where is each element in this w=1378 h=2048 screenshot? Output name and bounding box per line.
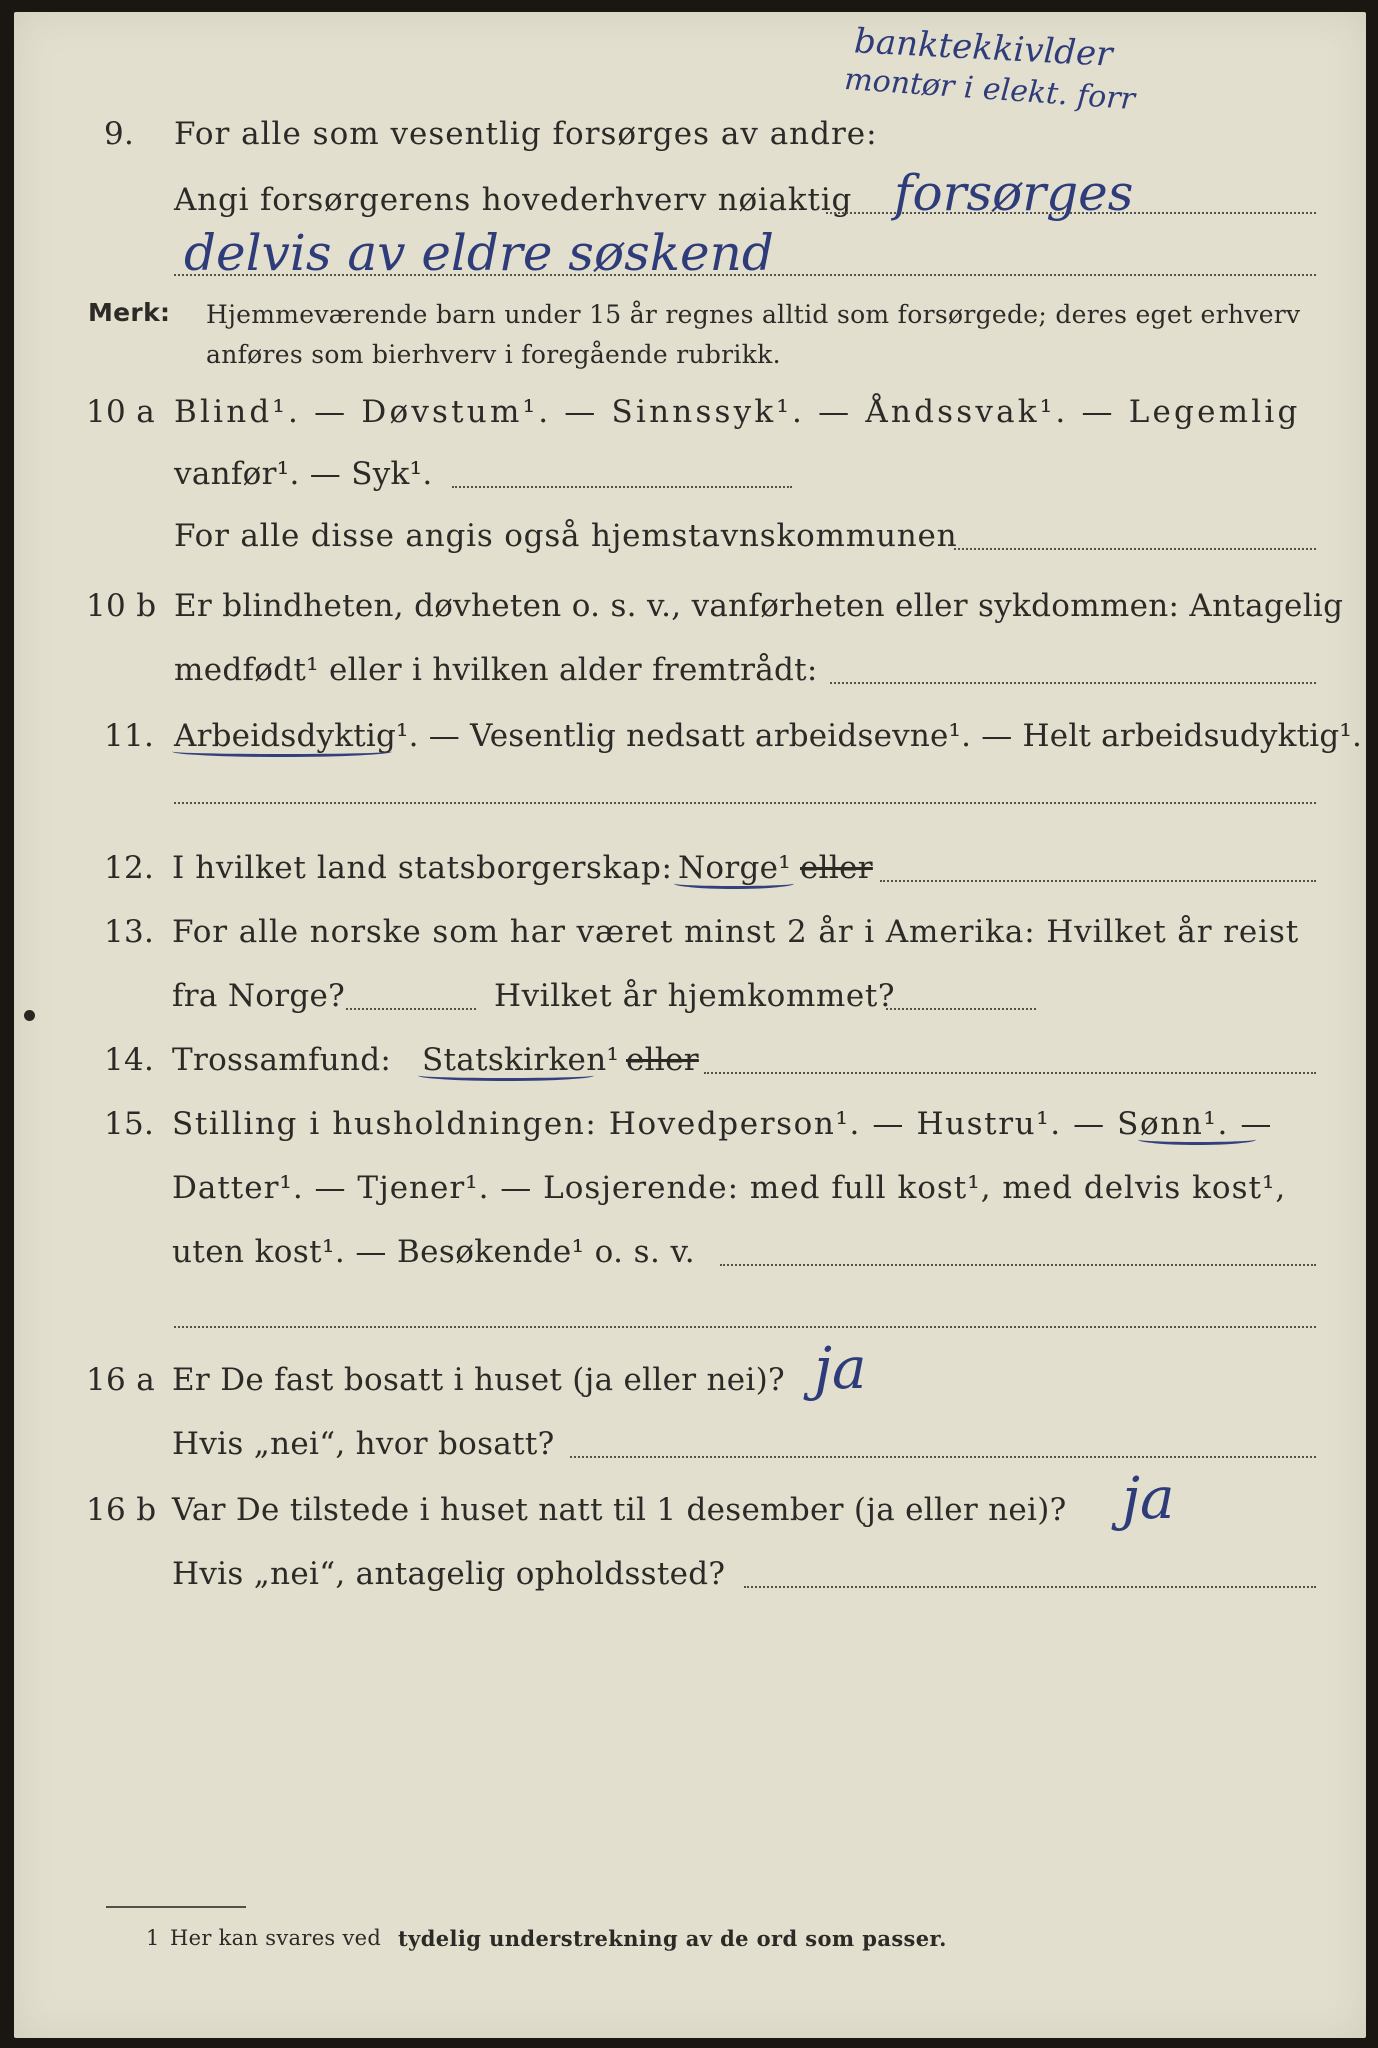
q16b-number: 16 b: [86, 1492, 157, 1528]
q9-line2: Angi forsørgerens hovederhverv nøiaktig: [174, 182, 853, 218]
q16a-handwritten-answer: ja: [814, 1334, 867, 1402]
q15-answer-line1: [720, 1264, 1316, 1266]
q13-line2b: Hvilket år hjemkommet?: [494, 978, 896, 1014]
q14-label: Trossamfund:: [172, 1042, 392, 1078]
ink-speck: [24, 1010, 35, 1021]
merk-line2: anføres som bierhverv i foregående rubrikk.: [206, 340, 781, 369]
q15-underline-sonn: [1138, 1134, 1256, 1145]
q13-reist-line: [346, 1008, 476, 1010]
q15-line2: Datter¹. — Tjener¹. — Losjerende: med full kost¹, med delvis kost¹,: [172, 1170, 1287, 1206]
handwritten-annotation-line2: montør i elekt. forr: [843, 61, 1137, 118]
q13-number: 13.: [104, 914, 155, 950]
q15-line3: uten kost¹. — Besøkende¹ o. s. v.: [172, 1234, 695, 1270]
q12-norge: Norge¹: [678, 850, 792, 886]
q16a-bosatt-line: [570, 1456, 1316, 1458]
q10a-line3: For alle disse angis også hjemstavnskommunen: [174, 518, 958, 554]
q16b-handwritten-answer: ja: [1122, 1464, 1175, 1532]
q12-number: 12.: [104, 850, 155, 886]
q12-answer-line: [880, 880, 1316, 882]
merk-label: Merk:: [88, 298, 171, 327]
q15-line1: Stilling i husholdningen: Hovedperson¹. — Hustru¹. — Sønn¹. —: [172, 1106, 1273, 1142]
q10b-alder-line: [830, 682, 1316, 684]
q12-underline-norge: [674, 878, 794, 889]
q9-handwritten-answer2: delvis av eldre søskend: [184, 224, 774, 282]
q12-label: I hvilket land statsborgerskap:: [172, 850, 673, 886]
q10a-number: 10 a: [86, 394, 155, 430]
q14-answer-line: [704, 1072, 1316, 1074]
census-form-page: [14, 12, 1366, 2038]
q12-eller: eller: [800, 850, 873, 886]
q9-handwritten-answer1: forsørges: [894, 164, 1134, 222]
q16b-line2: Hvis „nei“, antagelig opholdssted?: [172, 1556, 726, 1592]
q16b-line1: Var De tilstede i huset natt til 1 desember (ja eller nei)?: [172, 1492, 1067, 1528]
q14-eller: eller: [626, 1042, 699, 1078]
q10b-line1: Er blindheten, døvheten o. s. v., vanførheten eller sykdommen: Antagelig: [174, 588, 1344, 624]
q10b-number: 10 b: [86, 588, 157, 624]
q11-line1: Arbeidsdyktig¹. — Vesentlig nedsatt arbeidsevne¹. — Helt arbeidsudyktig¹.: [174, 718, 1363, 754]
q11-number: 11.: [104, 718, 155, 754]
q16a-line2: Hvis „nei“, hvor bosatt?: [172, 1426, 555, 1462]
q10b-line2: medfødt¹ eller i hvilken alder fremtrådt:: [174, 652, 818, 688]
handwritten-annotation-line1: banktekkivlder: [853, 21, 1114, 75]
footnote-rule: [106, 1906, 246, 1908]
q14-number: 14.: [104, 1042, 155, 1078]
q13-line2a: fra Norge?: [172, 978, 346, 1014]
merk-line1: Hjemmeværende barn under 15 år regnes alltid som forsørgede; deres eget erhverv: [206, 300, 1301, 329]
q14-statskirken: Statskirken¹: [422, 1042, 620, 1078]
q15-answer-line2: [174, 1326, 1316, 1328]
q11-underline-arbeidsdyktig: [172, 746, 392, 757]
q9-line1: For alle som vesentlig forsørges av andre:: [174, 116, 878, 152]
q13-line1: For alle norske som har været minst 2 år i Amerika: Hvilket år reist: [172, 914, 1300, 950]
q10a-syk-line: [452, 486, 792, 488]
q16a-line1: Er De fast bosatt i huset (ja eller nei)?: [172, 1362, 785, 1398]
q10a-line2: vanfør¹. — Syk¹.: [174, 456, 433, 492]
q16b-opholdssted-line: [744, 1586, 1316, 1588]
footnote-text2: tydelig understrekning av de ord som passer.: [398, 1926, 947, 1951]
q14-underline-statskirken: [418, 1070, 594, 1081]
q9-number: 9.: [104, 116, 135, 152]
q10a-hjemstavn-line: [954, 548, 1316, 550]
footnote-mark: 1: [146, 1926, 160, 1950]
q15-number: 15.: [104, 1106, 155, 1142]
q10a-line1: Blind¹. — Døvstum¹. — Sinnssyk¹. — Åndssvak¹. — Legemlig: [174, 394, 1301, 430]
q13-hjemkommet-line: [886, 1008, 1036, 1010]
q11-answer-line: [174, 802, 1316, 804]
q16a-number: 16 a: [86, 1362, 155, 1398]
footnote-text1: Her kan svares ved: [170, 1926, 382, 1950]
